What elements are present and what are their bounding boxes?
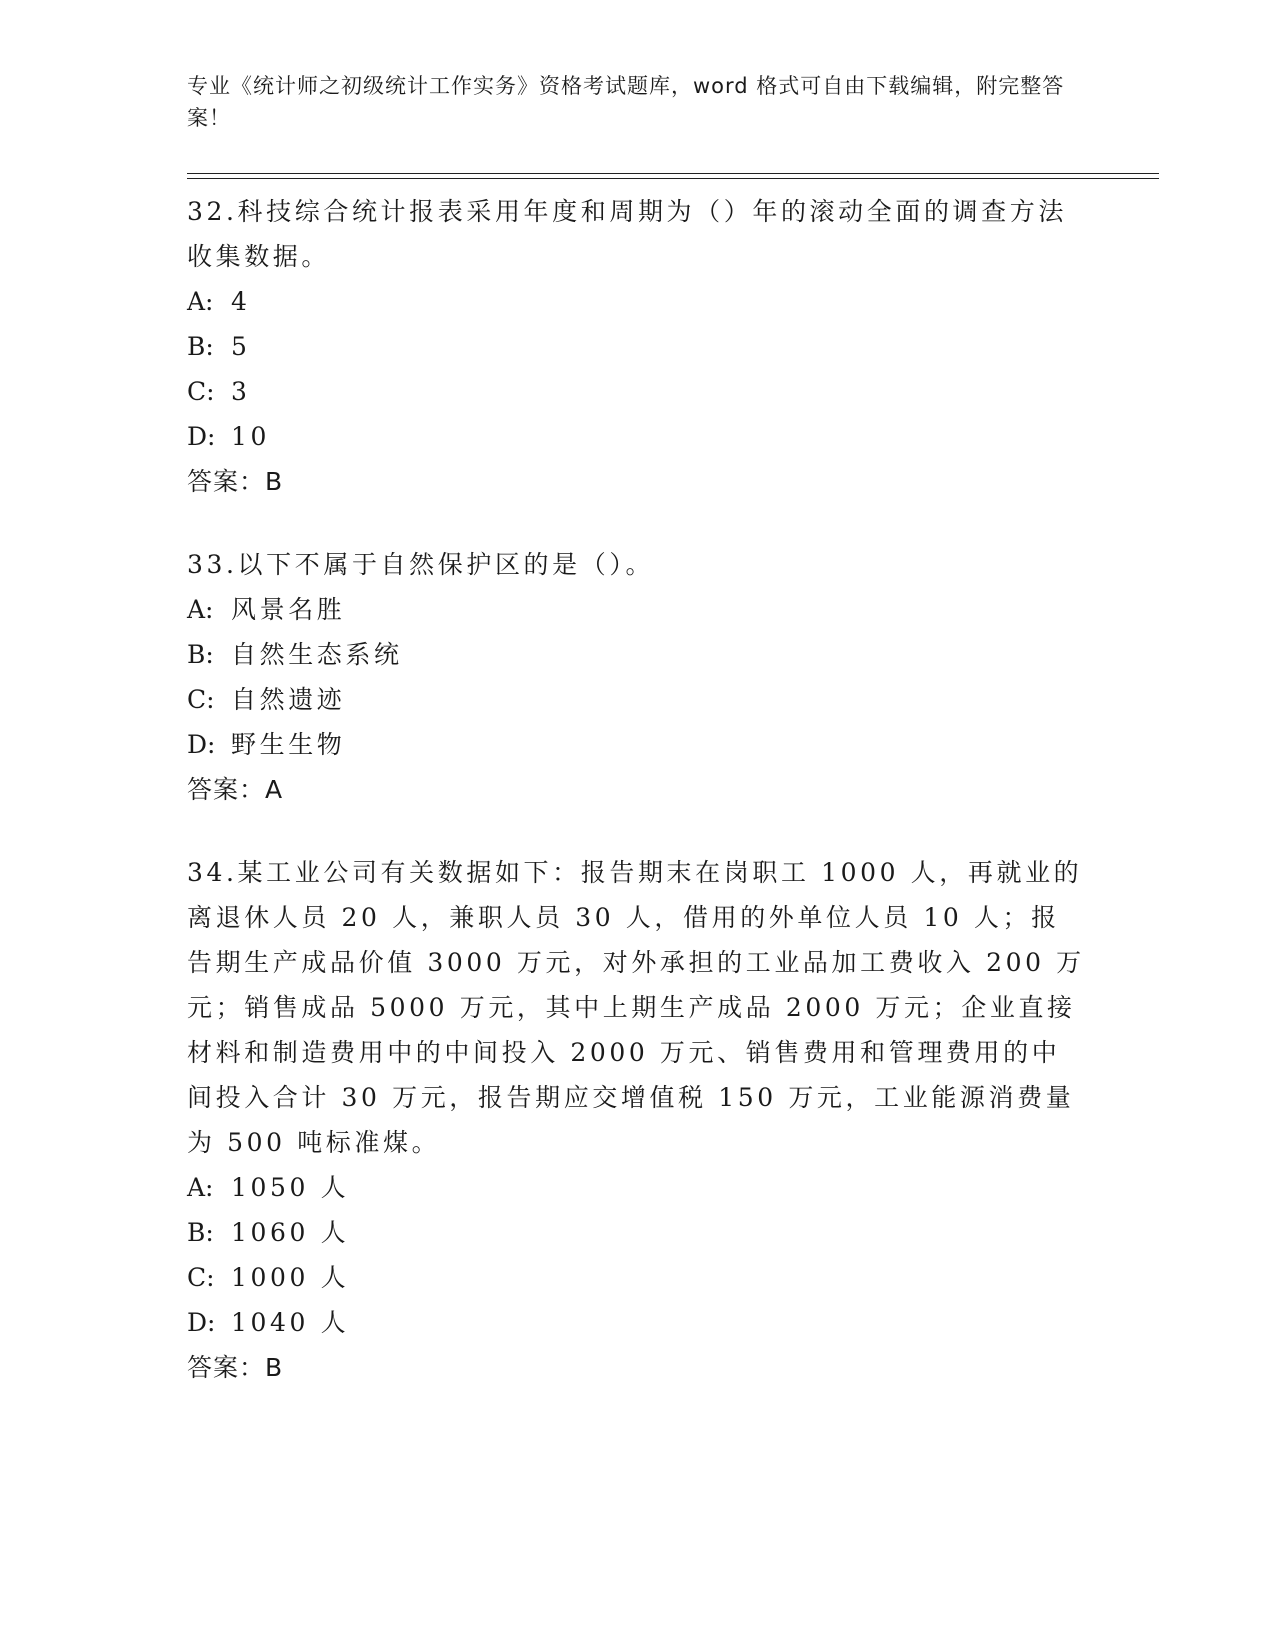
option-text: 1060 人 [231, 1218, 350, 1247]
option-key: D: [187, 1308, 216, 1337]
option-key: A: [187, 287, 214, 316]
answer-line: 答案：B [187, 467, 284, 496]
option-c [187, 677, 1087, 722]
document-page [187, 70, 1087, 1390]
question-33 [187, 542, 1087, 812]
option-text: 4 [231, 287, 251, 316]
option-c [187, 1255, 1087, 1300]
option-text: 自然遗迹 [231, 685, 346, 714]
question-stem: 34.某工业公司有关数据如下：报告期末在岗职工 1000 人，再就业的离退休人员 20 人，兼职人员 30 人，借用的外单位人员 10 人；报告期生产成品价值 3000 万元，对外承担的工业品加工费收入 200 万元；销售成品 5000 万元，其中上期生产成品 2000 万元；企业直接材料和制造费用中的中间投入 2000 万元、销售费用和管理费用的中间投入合计 30 万元，报告期应交增值税 150 万元，工业能源消费量为 500 吨标准煤。 [187, 858, 1085, 1157]
option-b [187, 632, 1087, 677]
question-stem: 33.以下不属于自然保护区的是（）。 [187, 550, 655, 579]
option-key: B: [187, 1218, 214, 1247]
option-text: 风景名胜 [231, 595, 346, 624]
question-stem: 32.科技综合统计报表采用年度和周期为（）年的滚动全面的调查方法收集数据。 [187, 197, 1067, 271]
option-text: 3 [231, 377, 251, 406]
option-text: 10 [231, 422, 271, 451]
option-b [187, 324, 1087, 369]
document-header: 专业《统计师之初级统计工作实务》资格考试题库，word 格式可自由下载编辑，附完整答案！ [187, 74, 1065, 130]
rule-line-bottom [187, 178, 1159, 179]
header-double-rule [187, 173, 1159, 181]
option-key: A: [187, 1173, 214, 1202]
option-text: 自然生态系统 [231, 640, 403, 669]
option-a [187, 587, 1087, 632]
option-b [187, 1210, 1087, 1255]
option-key: C: [187, 377, 215, 406]
question-32 [187, 189, 1087, 504]
option-text: 1040 人 [231, 1308, 350, 1337]
option-text: 5 [231, 332, 251, 361]
option-d [187, 414, 1087, 459]
rule-line-top [187, 173, 1159, 174]
option-key: C: [187, 1263, 215, 1292]
option-key: D: [187, 422, 216, 451]
option-text: 1000 人 [231, 1263, 350, 1292]
option-key: B: [187, 640, 214, 669]
answer-line: 答案：A [187, 775, 284, 804]
option-key: A: [187, 595, 214, 624]
option-d [187, 722, 1087, 767]
option-key: D: [187, 730, 216, 759]
option-text: 野生生物 [231, 730, 346, 759]
option-text: 1050 人 [231, 1173, 350, 1202]
option-d [187, 1300, 1087, 1345]
option-key: C: [187, 685, 215, 714]
question-34 [187, 850, 1087, 1390]
option-c [187, 369, 1087, 414]
answer-line: 答案：B [187, 1353, 284, 1382]
option-a [187, 1165, 1087, 1210]
option-key: B: [187, 332, 214, 361]
option-a [187, 279, 1087, 324]
